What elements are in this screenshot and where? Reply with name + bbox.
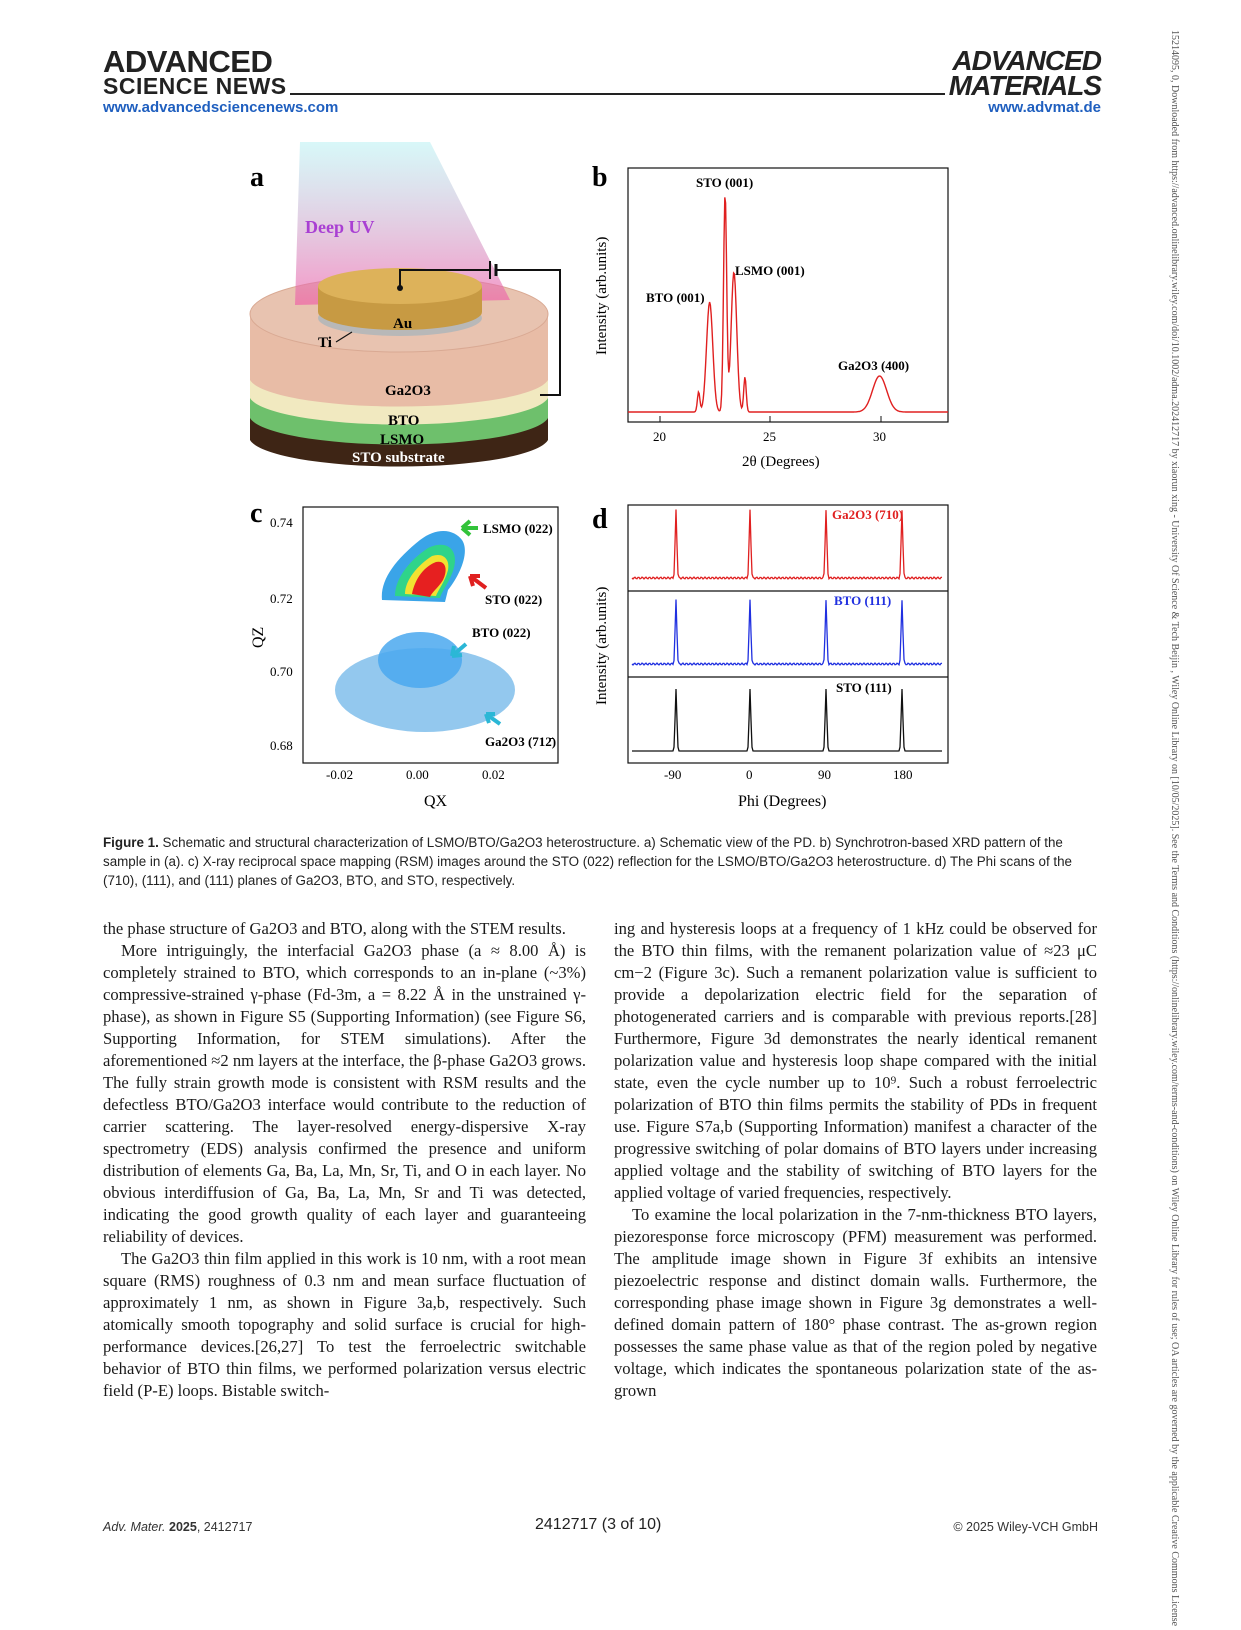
- footer-copyright: © 2025 Wiley-VCH GmbH: [953, 1520, 1098, 1534]
- rsm-label-lsmo: LSMO (022): [483, 521, 553, 536]
- panel-d-xtick: 0: [746, 767, 753, 782]
- paragraph: The Ga2O3 thin film applied in this work is 10 nm, with a root mean square (RMS) roughness of 0.3 nm and mean surface fluctuation of approximately 1 nm, as shown in Figure 3a,b, respectively. Such atomically smooth topography and solid surface is crucial for high-performance devices.[26,27] To test the ferroelectric switchable behavior of BTO thin films, we performed polarization versus electric field (P-E) loops. Bistable switch-: [103, 1249, 586, 1400]
- panel-c-xticks: [326, 767, 505, 782]
- panel-c-ytick: 0.72: [270, 591, 293, 606]
- panel-d-xlabel: Phi (Degrees): [738, 793, 827, 810]
- body-column-right: [614, 918, 1097, 1402]
- phi-label-bto: BTO (111): [834, 593, 892, 608]
- figure-caption-label: Figure 1.: [103, 835, 159, 850]
- panel-d-letter: d: [592, 504, 608, 535]
- footer-page-number: 2412717 (3 of 10): [535, 1516, 662, 1533]
- panel-b-xtick: 30: [873, 429, 886, 444]
- peak-label-ga2o3: Ga2O3 (400): [838, 358, 910, 373]
- footer-journal: Adv. Mater.: [103, 1520, 166, 1534]
- body-column-left: [103, 918, 586, 1402]
- panel-c-xlabel: QX: [424, 793, 448, 810]
- panel-a-letter: a: [250, 162, 264, 193]
- footer-article: 2412717: [203, 1520, 253, 1534]
- footer-citation: Adv. Mater. 2025, 2412717: [103, 1520, 253, 1534]
- panel-c-yticks: [270, 515, 293, 753]
- panel-b-xtick: 20: [653, 429, 666, 444]
- panel-d-xtick: 180: [893, 767, 913, 782]
- rsm-label-bto: BTO (022): [472, 625, 531, 640]
- phi-trace-sto: [632, 689, 942, 751]
- figure-caption-text: Schematic and structural characterization of LSMO/BTO/Ga2O3 heterostructure. a) Schematic view of the PD. b) Synchrotron-based XRD pattern of the sample in (a). c) X-ray reciprocal space mapping (RSM) images around the STO (022) reflection for the LSMO/BTO/Ga2O3 heterostructure. d) The Phi scans of the (710), (111), and (111) planes of Ga2O3, BTO, and STO, respectively.: [103, 835, 1073, 888]
- panel-c-xtick: 0.00: [406, 767, 429, 782]
- publisher-logo-line1: ADVANCED: [103, 44, 273, 79]
- publisher-logo-line2: SCIENCE NEWS: [103, 72, 287, 99]
- paragraph: More intriguingly, the interfacial Ga2O3 phase (a ≈ 8.00 Å) is completely strained to BTO, which corresponds to an in-plane (~3%) compressive-strained γ-phase (Fd-3m, a = 8.22 Å in the unstrained γ-phase), as shown in Figure S5 (Supporting Information) (see Figure S6, Supporting Information, for STEM simulations). After the aforementioned ≈2 nm layers at the interface, the β-phase Ga2O3 grows. The fully strain growth mode is consistent with RSM results and the defectless BTO/Ga2O3 interface would contribute to the reduction of carrier scattering. The layer-resolved energy-dispersive X-ray spectrometry (EDS) analysis confirmed the presence and uniform distribution of elements Ga, Ba, La, Mn, Sr, Ti, and O in each layer. No obvious interdiffusion of Ga, Ba, La, Mn, Sr and Ti was detected, indicating the good growth quality of each layer and guaranteeing reliability of devices.: [103, 941, 586, 1246]
- panel-c-ylabel: QZ: [250, 626, 267, 648]
- ga2o3-label: Ga2O3: [385, 383, 431, 399]
- au-label: Au: [393, 316, 413, 332]
- phi-label-ga2o3: Ga2O3 (710): [832, 507, 904, 522]
- panel-c-letter: c: [250, 498, 263, 529]
- panel-d-frame: [628, 505, 948, 763]
- panel-d-xtick: -90: [664, 767, 682, 782]
- panel-c-xtick: 0.02: [482, 767, 505, 782]
- lsmo-label: LSMO: [380, 432, 425, 448]
- panel-c-ytick: 0.74: [270, 515, 293, 530]
- panel-d-xticks: [664, 767, 913, 782]
- panel-b-letter: b: [592, 162, 608, 193]
- panel-c-xtick: -0.02: [326, 767, 354, 782]
- panel-d-xtick: 90: [818, 767, 831, 782]
- journal-logo-line1: ADVANCED: [952, 45, 1101, 76]
- paragraph: ing and hysteresis loops at a frequency of 1 kHz could be observed for the BTO thin films, with the remanent polarization value of ≈23 μC cm−2 (Figure 3c). Such a remanent polarization value is sufficient to provide a depolarization electric field for the separation of photogenerated carriers and is comparable with previous reports.[28] Furthermore, Figure 3d demonstrates the nearly identical remanent polarization value and hysteresis loop shape compared with the initial state, even the cycle number up to 10⁹. Such a robust ferroelectric polarization of BTO thin films permits the stability of PDs in frequent use. Figure S7a,b (Supporting Information) manifest a character of the progressive switching of polar domains of BTO layers under increasing applied voltage and the stability of switching of BTO layers for the applied voltage of varied frequencies, respectively.: [614, 919, 1097, 1202]
- journal-url-link[interactable]: www.advmat.de: [988, 99, 1101, 116]
- panel-b-ylabel: Intensity (arb.units): [594, 236, 610, 355]
- figure-caption: [103, 833, 1098, 890]
- ti-label: Ti: [318, 335, 332, 351]
- peak-label-bto: BTO (001): [646, 290, 705, 305]
- panel-c-ytick: 0.68: [270, 738, 293, 753]
- rsm-label-sto: STO (022): [485, 592, 543, 607]
- panel-c-ytick: 0.70: [270, 664, 293, 679]
- peak-label-lsmo: LSMO (001): [735, 263, 805, 278]
- panel-d-ylabel: Intensity (arb.units): [594, 586, 610, 705]
- download-notice-text: 15214095, 0, Downloaded from https://advanced.onlinelibrary.wiley.com/doi/10.1002/adma.202412717 by xiaorun xing - University Of Science & Tech Beijin , Wiley Online Library on [10/05/2025]. See the Terms and Conditions (https://onlinelibrary.wiley.com/terms-and-conditions) on Wiley Online Library for rules of use; OA articles are governed by the applicable Creative Commons License: [1169, 30, 1180, 1627]
- panel-b-xlabel: 2θ (Degrees): [742, 454, 820, 470]
- sto-substrate-label: STO substrate: [352, 450, 445, 466]
- rsm-label-ga2o3: Ga2O3 (712̄): [485, 734, 557, 749]
- publisher-url-link[interactable]: www.advancedsciencenews.com: [103, 99, 339, 116]
- panel-b-xticks: [653, 416, 886, 444]
- panel-b-xtick: 25: [763, 429, 776, 444]
- bto-label: BTO: [388, 413, 420, 429]
- footer-year: 2025: [169, 1520, 197, 1534]
- paragraph: the phase structure of Ga2O3 and BTO, along with the STEM results.: [103, 919, 566, 938]
- phi-trace-bto: [632, 600, 942, 665]
- deep-uv-label: Deep UV: [305, 217, 375, 237]
- peak-label-sto: STO (001): [696, 175, 754, 190]
- journal-logo-line2: MATERIALS: [948, 70, 1101, 102]
- paragraph: To examine the local polarization in the 7-nm-thickness BTO layers, piezoresponse force microscopy (PFM) measurement was performed. The amplitude image shown in Figure 3f exhibits an intensive piezoelectric response and distinct domain walls. Furthermore, the corresponding phase image shown in Figure 3g demonstrates a well-defined domain pattern of 180° phase contrast. The as-grown region possesses the same phase value as that of the region poled by negative voltage, which indicates the spontaneous polarization state of the as-grown: [614, 1205, 1097, 1400]
- phi-label-sto: STO (111): [836, 680, 892, 695]
- bto-spot: [378, 632, 462, 688]
